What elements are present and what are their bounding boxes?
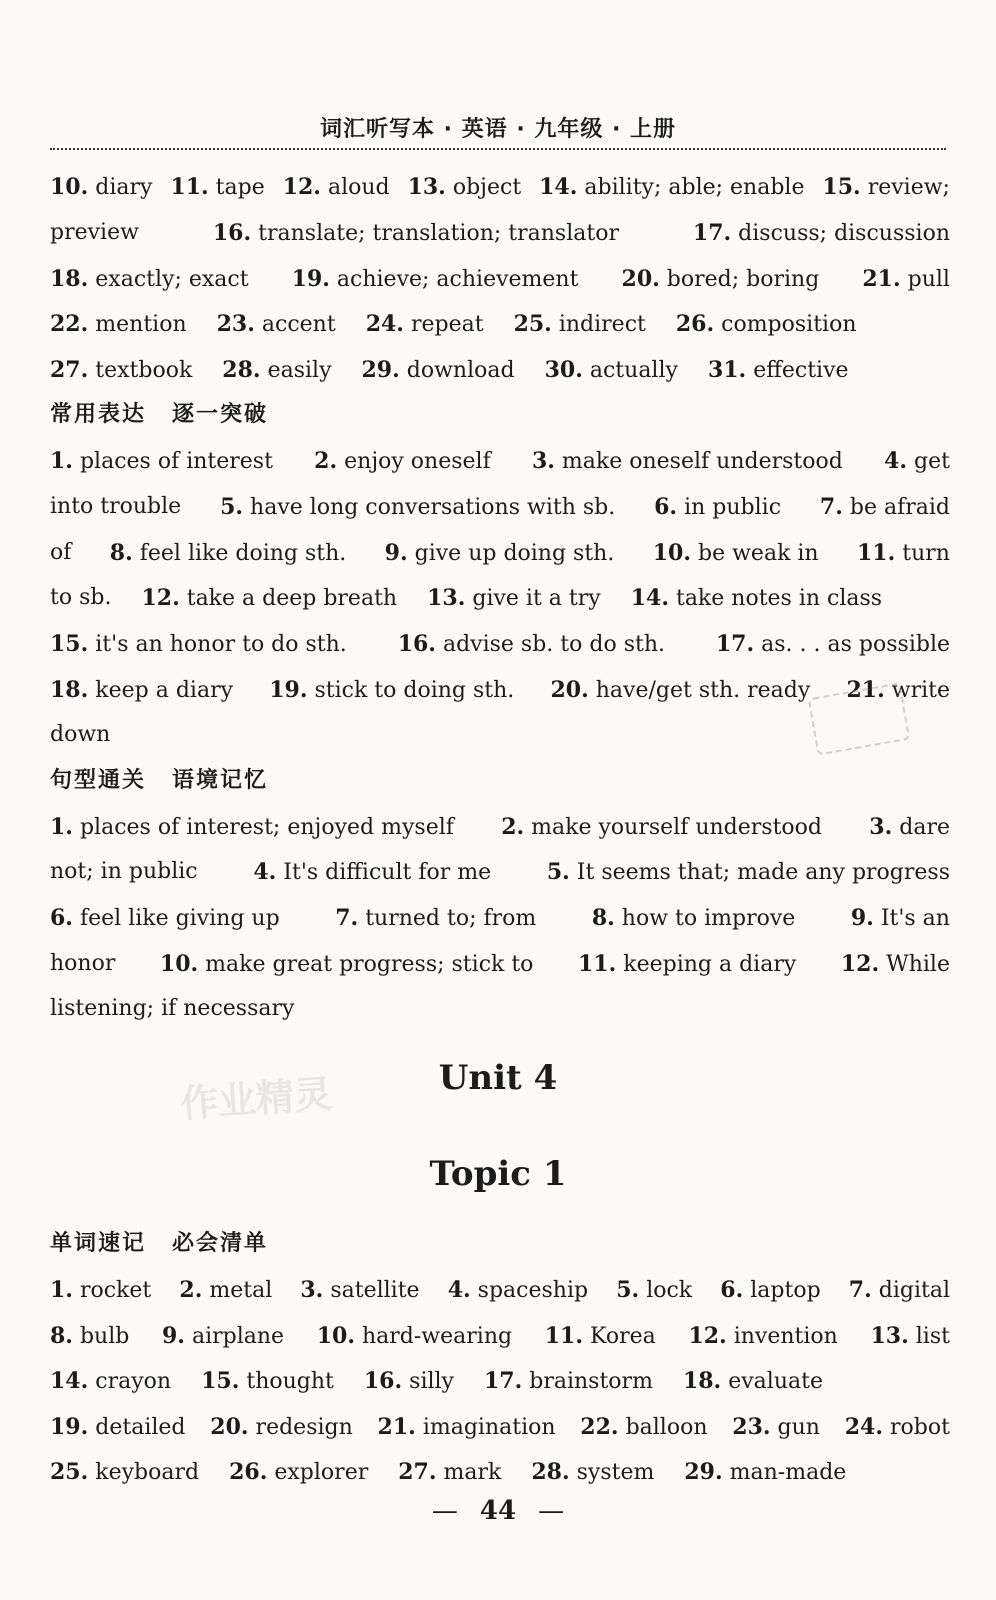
answer-item: 10. diary: [50, 174, 153, 200]
answer-item: preview: [50, 220, 139, 245]
section-heading: [50, 400, 268, 430]
answer-item: 5. It seems that; made any progress: [546, 859, 950, 885]
answer-item: 9. give up doing sth.: [384, 540, 615, 566]
answer-item: 11. tape: [170, 174, 265, 200]
item-number: 15.: [50, 631, 89, 657]
answer-line: [50, 1275, 950, 1306]
answer-item: 3. dare: [869, 814, 950, 840]
answer-item: 24. robot: [844, 1414, 950, 1440]
item-number: 4.: [447, 1277, 471, 1303]
answer-item: 10. be weak in: [652, 540, 819, 566]
item-number: 31.: [707, 357, 747, 383]
item-number: 1.: [50, 1277, 73, 1303]
answer-item: 1. places of interest: [50, 448, 273, 474]
answer-item: 6. laptop: [720, 1277, 821, 1303]
answer-item: 4. spaceship: [447, 1277, 589, 1303]
item-number: 3.: [531, 448, 555, 474]
answer-item: 2. metal: [179, 1277, 273, 1303]
answer-line: [50, 629, 950, 660]
answer-line: [50, 446, 950, 477]
answer-item: 14. take notes in class: [630, 585, 883, 611]
item-number: 17.: [692, 220, 732, 246]
item-number: 5.: [616, 1277, 640, 1303]
item-number: 11.: [857, 540, 896, 566]
answer-item: 22. mention: [50, 311, 187, 337]
item-number: 9.: [384, 540, 408, 566]
answer-item: 5. lock: [616, 1277, 693, 1303]
answer-item: 8. feel like doing sth.: [109, 540, 347, 566]
item-number: 10.: [652, 540, 692, 566]
section-heading-part: 单词速记: [50, 1231, 147, 1256]
item-number: 30.: [544, 357, 583, 383]
item-number: 5.: [546, 859, 570, 885]
answer-item: 20. have/get sth. ready: [550, 677, 811, 703]
answer-item: 6. feel like giving up: [50, 905, 280, 931]
answer-item: 4. It's difficult for me: [253, 859, 492, 885]
answer-item: 11. keeping a diary: [577, 951, 797, 977]
answer-item: 14. ability; able; enable: [539, 174, 805, 200]
item-number: 22.: [580, 1414, 619, 1440]
item-number: 11.: [544, 1323, 584, 1349]
answer-line: [50, 355, 950, 386]
item-number: 14.: [539, 174, 578, 200]
item-number: 21.: [846, 677, 885, 703]
answer-item: 25. indirect: [513, 311, 646, 337]
answer-item: 29. man-made: [684, 1459, 847, 1485]
item-number: 13.: [427, 585, 466, 611]
answer-item: 23. accent: [216, 311, 336, 337]
answer-item: 8. how to improve: [591, 905, 796, 931]
answer-item: 14. crayon: [50, 1368, 172, 1394]
answer-item: 1. places of interest; enjoyed myself: [50, 814, 454, 840]
answer-item: 13. give it a try: [427, 585, 601, 611]
item-number: 14.: [630, 585, 669, 611]
answer-item: listening; if necessary: [50, 996, 295, 1021]
item-number: 16.: [363, 1368, 403, 1394]
item-number: 5.: [220, 494, 244, 520]
answer-item: 24. repeat: [365, 311, 484, 337]
answer-item: down: [50, 722, 111, 747]
answer-line: [50, 1412, 950, 1443]
item-number: 19.: [269, 677, 308, 703]
item-number: 24.: [844, 1414, 884, 1440]
item-number: 14.: [50, 1368, 89, 1394]
answer-item: 18. evaluate: [682, 1368, 823, 1394]
answer-item: 9. airplane: [162, 1323, 285, 1349]
item-number: 7.: [819, 494, 843, 520]
answer-item: 26. explorer: [229, 1459, 369, 1485]
answer-line: [50, 857, 950, 888]
answer-item: 29. download: [361, 357, 515, 383]
item-number: 1.: [50, 448, 73, 474]
item-number: 25.: [513, 311, 552, 337]
answer-line: [50, 583, 950, 614]
item-number: 1.: [50, 814, 73, 840]
item-number: 26.: [229, 1459, 268, 1485]
item-number: 10.: [50, 174, 89, 200]
item-number: 23.: [732, 1414, 771, 1440]
answer-item: 30. actually: [544, 357, 678, 383]
item-number: 10.: [316, 1323, 355, 1349]
item-number: 13.: [407, 174, 446, 200]
item-number: 22.: [50, 311, 89, 337]
answer-line: [50, 309, 950, 340]
section-heading-part: 必会清单: [172, 1231, 269, 1256]
answer-item: 10. hard-wearing: [316, 1323, 513, 1349]
item-number: 11.: [577, 951, 617, 977]
item-number: 8.: [591, 905, 615, 931]
item-number: 2.: [501, 814, 525, 840]
page-number: — 44 —: [431, 1496, 565, 1526]
answer-item: 21. pull: [862, 266, 950, 292]
answer-line: [50, 1321, 950, 1352]
answer-item: 27. textbook: [50, 357, 193, 383]
answer-item: 7. turned to; from: [335, 905, 537, 931]
answer-item: 18. keep a diary: [50, 677, 234, 703]
answer-item: 28. system: [531, 1459, 655, 1485]
unit-title: Unit 4: [438, 1058, 558, 1098]
answer-item: 23. gun: [732, 1414, 820, 1440]
answer-item: to sb.: [50, 585, 112, 610]
item-number: 12.: [282, 174, 321, 200]
answer-item: 10. make great progress; stick to: [159, 951, 534, 977]
item-number: 2.: [179, 1277, 203, 1303]
answer-item: 1. rocket: [50, 1277, 152, 1303]
item-number: 8.: [50, 1323, 73, 1349]
answer-item: 28. easily: [222, 357, 332, 383]
answer-line: [50, 812, 950, 843]
page-number-value: 44: [479, 1496, 517, 1526]
answer-item: 4. get: [884, 448, 950, 474]
item-number: 20.: [550, 677, 589, 703]
answer-item: 15. review;: [822, 174, 950, 200]
answer-line: [50, 538, 950, 569]
item-number: 21.: [862, 266, 901, 292]
answer-item: 3. make oneself understood: [531, 448, 843, 474]
item-number: 7.: [335, 905, 359, 931]
section-heading-part: 语境记忆: [172, 768, 269, 793]
answer-line: [50, 949, 950, 980]
item-number: 12.: [840, 951, 880, 977]
answer-line: [50, 218, 950, 249]
answer-item: 19. detailed: [50, 1414, 186, 1440]
answer-item: 19. achieve; achievement: [291, 266, 579, 292]
item-number: 19.: [291, 266, 330, 292]
item-number: 21.: [377, 1414, 416, 1440]
answer-line: [50, 903, 950, 934]
answer-line: [50, 994, 950, 1024]
item-number: 17.: [715, 631, 755, 657]
answer-item: 16. advise sb. to do sth.: [397, 631, 665, 657]
section-heading-part: 常用表达: [50, 402, 147, 427]
item-number: 4.: [253, 859, 277, 885]
answer-item: 19. stick to doing sth.: [269, 677, 515, 703]
item-number: 27.: [398, 1459, 437, 1485]
item-number: 6.: [654, 494, 678, 520]
topic-title: Topic 1: [429, 1154, 567, 1194]
answer-item: 25. keyboard: [50, 1459, 200, 1485]
answer-item: 13. list: [870, 1323, 950, 1349]
item-number: 20.: [210, 1414, 249, 1440]
answer-item: 26. composition: [675, 311, 857, 337]
answer-line: [50, 172, 950, 203]
section-heading-part: 逐一突破: [172, 402, 269, 427]
item-number: 16.: [397, 631, 436, 657]
answer-item: 16. translate; translation; translator: [212, 220, 619, 246]
answer-item: 16. silly: [363, 1368, 454, 1394]
answer-item: 7. digital: [848, 1277, 950, 1303]
item-number: 9.: [850, 905, 874, 931]
item-number: 8.: [109, 540, 133, 566]
item-number: 15.: [201, 1368, 240, 1394]
answer-item: 2. enjoy oneself: [314, 448, 491, 474]
answer-item: 15. thought: [201, 1368, 334, 1394]
answer-item: 21. imagination: [377, 1414, 556, 1440]
answer-item: of: [50, 540, 72, 565]
item-number: 4.: [884, 448, 908, 474]
item-number: 11.: [170, 174, 209, 200]
answer-item: 3. satellite: [300, 1277, 420, 1303]
answer-item: 2. make yourself understood: [501, 814, 822, 840]
answer-item: 8. bulb: [50, 1323, 130, 1349]
answer-item: 12. invention: [688, 1323, 838, 1349]
answer-item: 12. aloud: [282, 174, 390, 200]
item-number: 9.: [162, 1323, 185, 1349]
item-number: 16.: [212, 220, 252, 246]
item-number: 2.: [314, 448, 338, 474]
answer-item: 21. write: [846, 677, 950, 703]
item-number: 25.: [50, 1459, 89, 1485]
item-number: 29.: [361, 357, 400, 383]
section-heading-part: 句型通关: [50, 768, 147, 793]
answer-line: [50, 1366, 950, 1397]
item-number: 19.: [50, 1414, 89, 1440]
answer-item: 5. have long conversations with sb.: [220, 494, 616, 520]
answer-item: not; in public: [50, 859, 198, 884]
answer-item: 12. While: [840, 951, 950, 977]
answer-item: 13. object: [407, 174, 522, 200]
section-heading: [50, 1229, 268, 1259]
answer-item: 11. Korea: [544, 1323, 656, 1349]
answer-item: 15. it's an honor to do sth.: [50, 631, 347, 657]
item-number: 13.: [870, 1323, 909, 1349]
answer-item: 11. turn: [857, 540, 950, 566]
item-number: 15.: [822, 174, 861, 200]
answer-item: 17. brainstorm: [483, 1368, 653, 1394]
answer-item: 31. effective: [707, 357, 849, 383]
answer-item: 20. bored; boring: [621, 266, 820, 292]
answer-item: 9. It's an: [850, 905, 950, 931]
item-number: 28.: [531, 1459, 570, 1485]
item-number: 6.: [720, 1277, 744, 1303]
answer-item: 17. as. . . as possible: [715, 631, 950, 657]
item-number: 18.: [50, 266, 89, 292]
page-header: 词汇听写本 · 英语 · 九年级 · 上册: [50, 112, 946, 150]
answer-item: 18. exactly; exact: [50, 266, 249, 292]
item-number: 24.: [365, 311, 404, 337]
item-number: 26.: [675, 311, 715, 337]
item-number: 10.: [159, 951, 199, 977]
item-number: 20.: [621, 266, 660, 292]
item-number: 6.: [50, 905, 73, 931]
item-number: 18.: [682, 1368, 722, 1394]
watermark: 作业精灵: [178, 1071, 334, 1127]
answer-item: into trouble: [50, 494, 182, 519]
item-number: 12.: [688, 1323, 727, 1349]
item-number: 3.: [869, 814, 893, 840]
item-number: 3.: [300, 1277, 324, 1303]
answer-item: 12. take a deep breath: [141, 585, 398, 611]
item-number: 29.: [684, 1459, 723, 1485]
item-number: 17.: [483, 1368, 523, 1394]
item-number: 28.: [222, 357, 261, 383]
answer-item: 22. balloon: [580, 1414, 708, 1440]
answer-item: 27. mark: [398, 1459, 502, 1485]
answer-item: 17. discuss; discussion: [692, 220, 950, 246]
answer-line: [50, 1457, 950, 1488]
item-number: 27.: [50, 357, 89, 383]
section-heading: [50, 766, 268, 796]
answer-line: [50, 492, 950, 523]
answer-item: honor: [50, 951, 116, 976]
item-number: 23.: [216, 311, 255, 337]
answer-item: 20. redesign: [210, 1414, 353, 1440]
answer-line: [50, 264, 950, 295]
answer-item: 6. in public: [654, 494, 782, 520]
item-number: 12.: [141, 585, 180, 611]
answer-item: 7. be afraid: [819, 494, 950, 520]
item-number: 18.: [50, 677, 89, 703]
item-number: 7.: [848, 1277, 872, 1303]
